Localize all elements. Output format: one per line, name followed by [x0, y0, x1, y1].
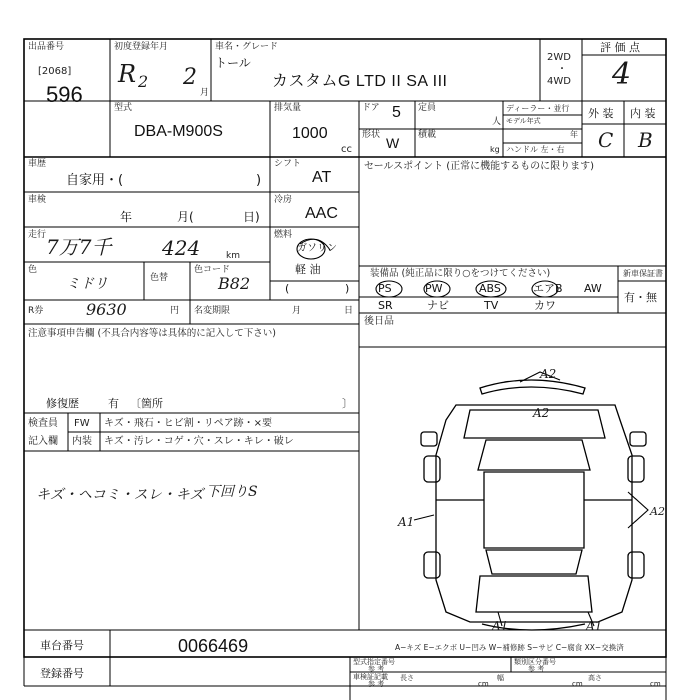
fuel-paren-open: ( — [285, 282, 290, 295]
repair-label: 修復歴 — [46, 397, 79, 410]
model-name-label: 車名・グレード — [215, 42, 279, 52]
width-label: 幅 — [497, 674, 504, 682]
int-label: 内装 — [72, 436, 92, 447]
inspector-label-1: 検査員 — [28, 418, 58, 429]
mileage-hand: 7万7千 — [46, 235, 112, 259]
mileage-label: 走行 — [28, 230, 47, 240]
displacement-label: 排気量 — [274, 103, 302, 113]
fw-label: FW — [74, 418, 90, 429]
interior-label: 内 装 — [630, 107, 656, 120]
deadline-month: 月 — [292, 306, 302, 316]
damage-legend: A−キズ E−エクボ U−凹み W−補修跡 S−サビ C−腐食 XX−交換済 — [395, 643, 624, 652]
type-sub: 参 考 — [368, 665, 385, 673]
cert-sub: 参 考 — [368, 680, 385, 688]
month-suffix: 月 — [200, 88, 210, 98]
load-label: 積載 — [418, 130, 437, 140]
color-change-label: 色替 — [150, 273, 169, 283]
class-label: 類別区分番号 — [514, 658, 556, 666]
year-suffix: 年 — [570, 130, 578, 139]
fuel-gasoline: ガソリン — [297, 243, 337, 254]
load-unit: kg — [490, 145, 500, 154]
fuel-paren-close: ) — [345, 282, 350, 295]
roof-outline — [484, 472, 584, 548]
lot-label: 出品番号 — [28, 42, 65, 52]
equip-nav: ナビ — [427, 299, 449, 312]
inspection-label: 車検 — [28, 195, 47, 205]
model-year-label: モデル年式 — [506, 117, 541, 125]
recycle-unit: 円 — [170, 306, 180, 316]
warranty-value: 有・無 — [624, 291, 657, 304]
inspection-day: 日) — [243, 210, 260, 224]
grade: カスタムG LTD II SA III — [272, 73, 448, 90]
inspection-month: 月( — [177, 210, 194, 224]
mark-hood: A2 — [533, 406, 550, 420]
length-label: 長さ — [400, 674, 414, 682]
equip-pw: PW — [425, 282, 443, 295]
inspector-label-2: 記入欄 — [28, 436, 58, 447]
equip-ps: PS — [378, 282, 392, 295]
aftermarket-label: 後日品 — [364, 316, 394, 327]
doors-label: ドア — [362, 103, 380, 113]
equip-cover: カワ — [534, 299, 556, 312]
inspection-value: 年 — [120, 210, 133, 224]
first-reg-label: 初度登録年月 — [114, 42, 169, 52]
drive-dot: ・ — [557, 64, 567, 75]
color-code-value: B82 — [218, 274, 251, 293]
interior-grade: B — [638, 128, 653, 152]
type-label: 型式指定番号 — [353, 658, 395, 666]
color-value: ミドリ — [66, 276, 108, 292]
first-reg-year: 2 — [138, 72, 149, 91]
width-cm: cm — [572, 680, 583, 688]
repair-close: 〕 — [342, 397, 353, 410]
shift-label: シフト — [274, 159, 302, 169]
shift-value: AT — [312, 169, 332, 186]
exterior-grade: C — [598, 128, 614, 152]
fw-items: キズ・飛石・ヒビ割・リペア跡・×要 — [104, 418, 272, 429]
drive-4wd: 4WD — [547, 76, 571, 87]
history-value: 自家用・( — [66, 173, 124, 188]
model-code: DBA-M900S — [134, 123, 223, 140]
height-cm: cm — [650, 680, 661, 688]
dealer-label: ディーラー・並行 — [506, 104, 570, 113]
mark-right-side: A2 — [650, 505, 665, 518]
mark-left-side: A1 — [398, 515, 415, 529]
warranty-label: 新車保証書 — [623, 269, 663, 278]
left-front-wheel — [424, 456, 440, 482]
caution-label: 注意事項申告欄 (不具合内容等は具体的に記入して下さい) — [28, 328, 276, 339]
score-label: 評 価 点 — [600, 41, 640, 54]
repair-value: 有 — [108, 397, 119, 410]
equip-tv: TV — [484, 299, 499, 312]
ac-label: 冷房 — [274, 195, 293, 205]
first-reg-era: R — [118, 60, 137, 88]
equip-sr: SR — [378, 299, 393, 312]
doors: 5 — [392, 104, 401, 121]
ac-value: AAC — [305, 205, 338, 222]
fuel-diesel: 軽 油 — [295, 263, 321, 276]
right-mirror — [630, 432, 646, 446]
mileage-unit: km — [226, 251, 240, 261]
model-code-label: 型式 — [114, 103, 133, 113]
equip-abs: ABS — [479, 282, 501, 295]
lot-sub: [2068] — [38, 66, 72, 77]
recycle-value: 9630 — [86, 300, 127, 319]
displacement-unit: cc — [341, 144, 352, 155]
fuel-label: 燃料 — [274, 230, 293, 240]
deadline-day: 日 — [344, 306, 354, 316]
equip-aw: AW — [584, 282, 602, 295]
reg-label: 登録番号 — [40, 667, 84, 680]
drive-2wd: 2WD — [547, 52, 571, 63]
capacity-label: 定員 — [418, 103, 437, 113]
chassis-value: 0066469 — [178, 636, 249, 656]
hand-note-1: キズ・ヘコミ・スレ・キズ — [36, 487, 204, 503]
equip-ab: エアB — [533, 282, 563, 295]
right-front-wheel — [628, 456, 644, 482]
left-mirror — [421, 432, 437, 446]
score-value: 4 — [612, 57, 632, 92]
color-label: 色 — [28, 265, 38, 275]
shape-label: 形状 — [362, 130, 381, 140]
mark-rear-left: A1 — [492, 619, 509, 633]
windshield-outline — [478, 440, 590, 470]
height-label: 高さ — [588, 674, 602, 682]
cert-label: 車検証記載 — [353, 673, 388, 681]
deadline-label: 名変期限 — [194, 306, 231, 316]
length-cm: cm — [478, 680, 489, 688]
model-name: トール — [215, 56, 251, 70]
sales-point-label: セールスポイント (正常に機能するものに限ります) — [364, 161, 595, 172]
int-items: キズ・汚レ・コゲ・穴・スレ・キレ・破レ — [104, 436, 294, 447]
right-rear-wheel — [628, 552, 644, 578]
displacement: 1000 — [292, 125, 328, 142]
shape: W — [386, 135, 400, 151]
color-code-label: 色コード — [194, 265, 231, 275]
mark-front-top: A2 — [540, 367, 557, 381]
mark-rear-right: A1 — [586, 619, 603, 633]
tailgate-outline — [476, 576, 592, 612]
handle-label: ハンドル 左・右 — [506, 145, 565, 154]
rear-window-outline — [486, 550, 582, 574]
exterior-label: 外 装 — [588, 107, 614, 120]
hand-note-2: 下回りS — [206, 484, 258, 500]
left-rear-wheel — [424, 552, 440, 578]
mileage-value: 424 — [162, 236, 201, 260]
history-label: 車歴 — [28, 159, 47, 169]
lot-number: 596 — [46, 82, 83, 107]
chassis-label: 車台番号 — [40, 639, 84, 652]
recycle-label: R券 — [28, 306, 44, 316]
first-reg-month: 2 — [183, 65, 197, 90]
repair-location: 〔箇所 — [130, 397, 163, 410]
front-bumper-outline — [480, 380, 585, 394]
equipment-label: 装備品 (純正品に限り○をつけてください) — [370, 268, 551, 279]
history-close: ) — [256, 173, 262, 188]
class-sub: 参 考 — [528, 665, 545, 673]
capacity-unit: 人 — [492, 117, 502, 127]
